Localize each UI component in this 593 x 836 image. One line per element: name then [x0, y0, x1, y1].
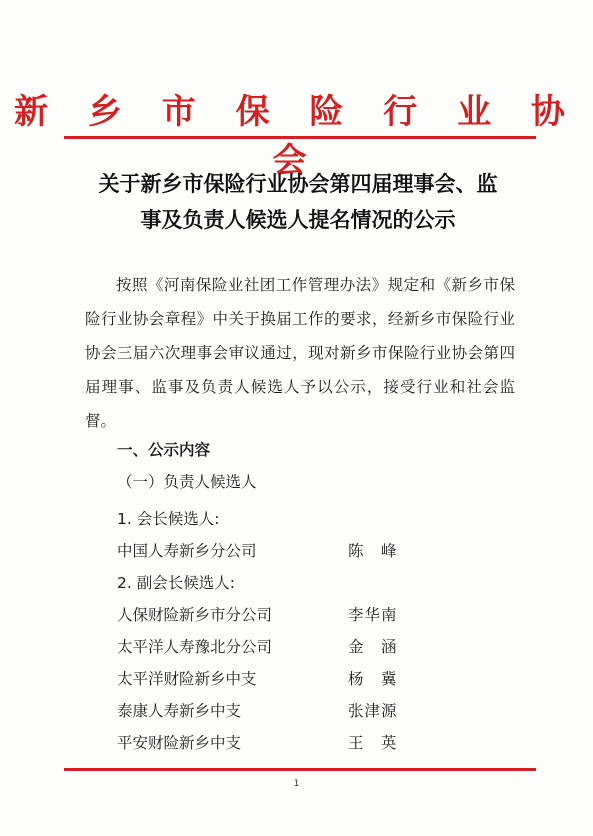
document-title-line-2: 事及负责人候选人提名情况的公示	[140, 207, 456, 232]
vp-org-1: 人保财险新乡市分公司	[117, 606, 273, 624]
vp-name-2: 金 涵	[348, 638, 398, 656]
footer-divider	[64, 768, 536, 771]
president-label: 1. 会长候选人:	[117, 510, 220, 528]
vp-name-5: 王 英	[348, 734, 398, 752]
president-org: 中国人寿新乡分公司	[117, 542, 257, 560]
vp-name-4: 张津源	[348, 702, 398, 720]
president-name: 陈 峰	[348, 542, 398, 560]
subsection-heading: （一）负责人候选人	[117, 473, 257, 491]
section-heading: 一、公示内容	[117, 441, 211, 459]
letterhead-divider	[64, 136, 536, 139]
vp-org-4: 泰康人寿新乡中支	[117, 702, 242, 720]
vice-president-label: 2. 副会长候选人:	[117, 574, 235, 592]
vp-name-3: 杨 冀	[348, 670, 398, 688]
document-title	[72, 166, 524, 238]
vp-org-5: 平安财险新乡中支	[117, 734, 242, 752]
document-title-line-1: 关于新乡市保险行业协会第四届理事会、监	[98, 171, 498, 196]
intro-paragraph: 按照《河南保险业社团工作管理办法》规定和《新乡市保险行业协会章程》中关于换届工作的要求，经新乡市保险行业协会三届六次理事会审议通过，现对新乡市保险行业协会第四届理事、监事及负责人候选人予以公示，接受行业和社会监督。	[85, 276, 515, 430]
vp-org-2: 太平洋人寿豫北分公司	[117, 638, 273, 656]
vp-org-3: 太平洋财险新乡中支	[117, 670, 257, 688]
vp-name-1: 李华南	[348, 606, 398, 624]
letterhead-org-name: 新 乡 市 保 险 行 业 协 会	[14, 92, 579, 181]
page-number: 1	[293, 779, 300, 789]
